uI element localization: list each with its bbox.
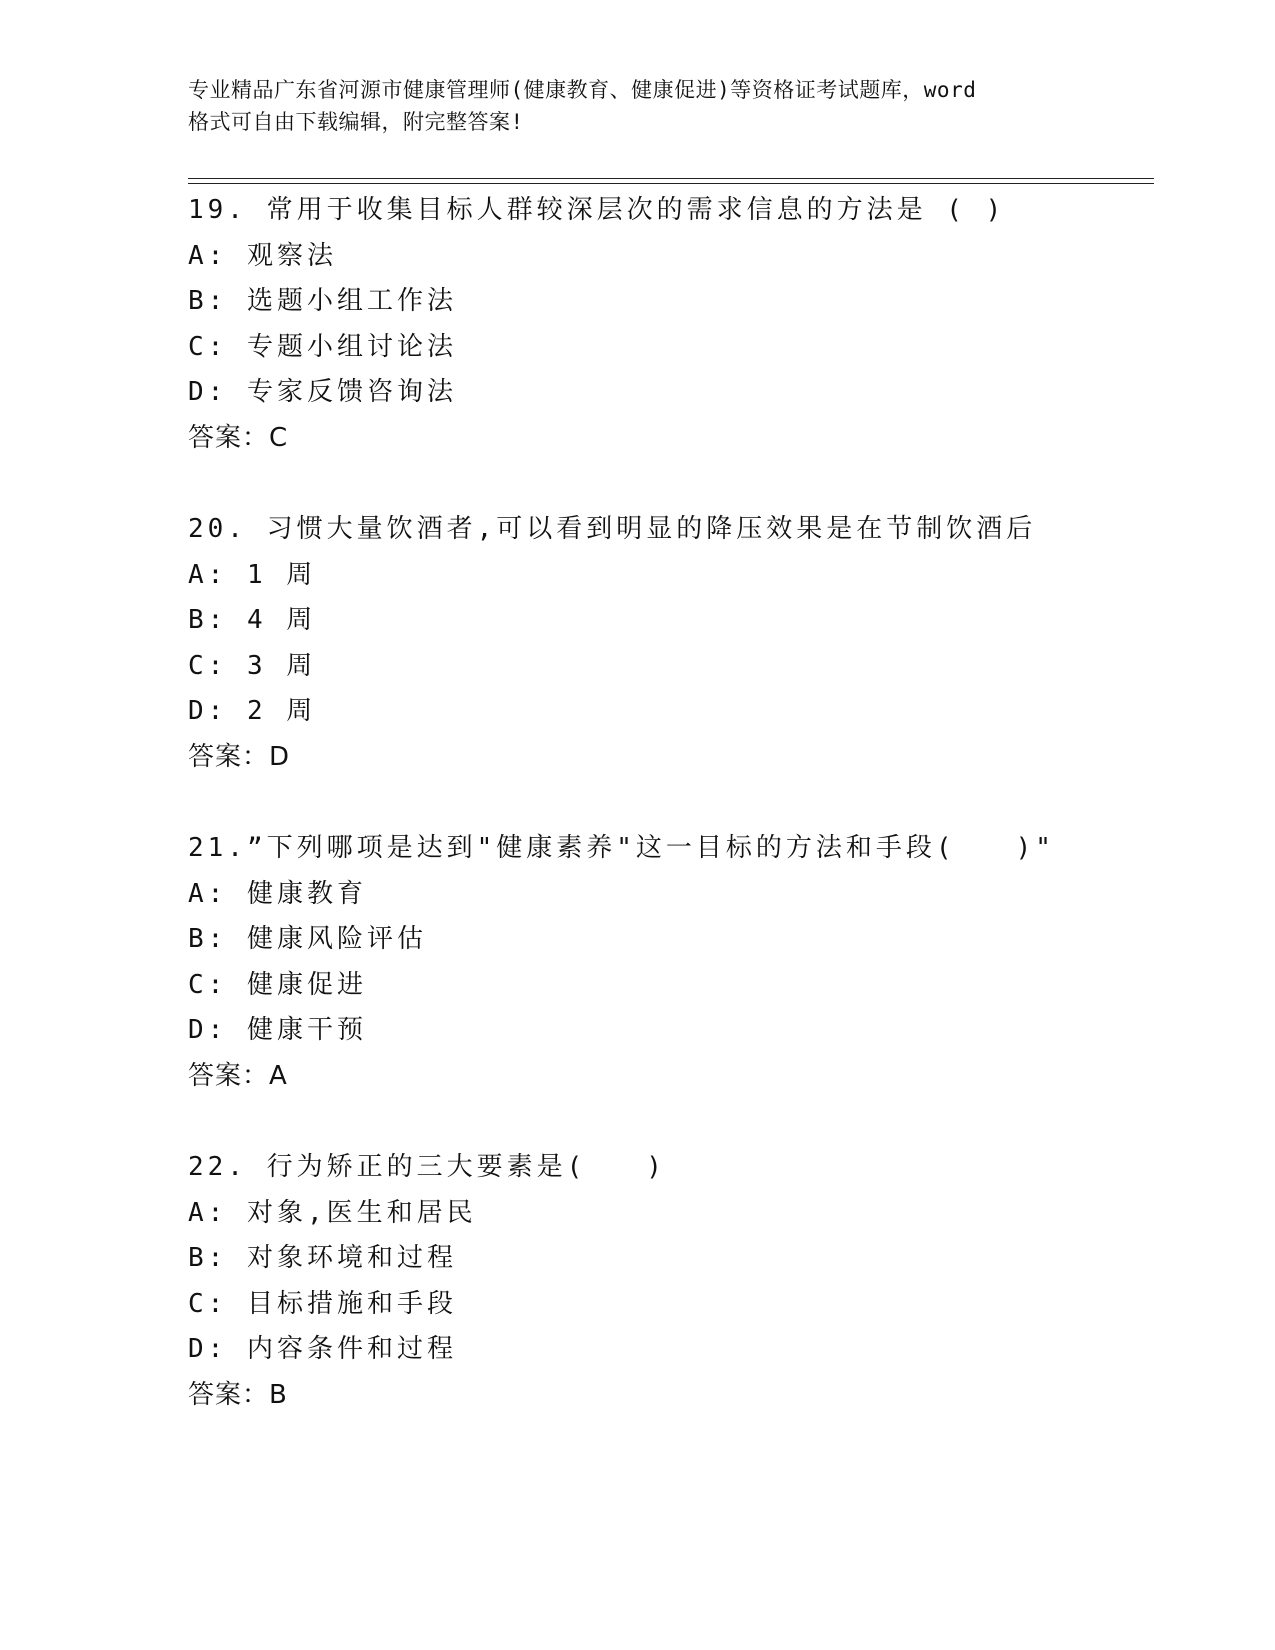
question-stem: 19. 常用于收集目标人群较深层次的需求信息的方法是 ( ) — [188, 195, 1006, 225]
option-a: A: 观察法 — [188, 240, 337, 271]
option-a: A: 1 周 — [188, 559, 317, 590]
option-c: C: 健康促进 — [188, 969, 367, 1000]
question-21 — [188, 826, 1138, 1099]
option-b: B: 选题小组工作法 — [188, 286, 457, 316]
answer-line: 答案：C — [188, 422, 289, 453]
question-19 — [188, 188, 1138, 461]
question-22 — [188, 1145, 1138, 1418]
option-d: D: 专家反馈咨询法 — [188, 377, 457, 407]
option-d: D: 2 周 — [188, 696, 317, 726]
option-a: A: 对象,医生和居民 — [188, 1197, 477, 1228]
header-divider-top — [188, 178, 1154, 179]
header-divider-bottom — [188, 183, 1154, 184]
answer-line: 答案：B — [188, 1379, 288, 1410]
option-a: A: 健康教育 — [188, 878, 367, 909]
document-header — [188, 74, 1088, 138]
question-stem: 21.”下列哪项是达到"健康素养"这一目标的方法和手段( )" — [188, 833, 1055, 863]
option-c: C: 专题小组讨论法 — [188, 331, 457, 362]
option-c: C: 3 周 — [188, 650, 317, 681]
answer-line: 答案：D — [188, 741, 291, 772]
question-20 — [188, 507, 1138, 780]
option-b: B: 健康风险评估 — [188, 924, 427, 954]
option-b: B: 4 周 — [188, 605, 317, 635]
question-stem: 22. 行为矫正的三大要素是( ) — [188, 1152, 666, 1182]
header-line-2: 格式可自由下载编辑，附完整答案! — [188, 110, 524, 134]
option-c: C: 目标措施和手段 — [188, 1288, 457, 1319]
option-b: B: 对象环境和过程 — [188, 1243, 457, 1273]
option-d: D: 健康干预 — [188, 1015, 367, 1045]
header-line-1: 专业精品广东省河源市健康管理师(健康教育、健康促进)等资格证考试题库，word — [188, 78, 977, 102]
option-d: D: 内容条件和过程 — [188, 1334, 457, 1364]
question-stem: 20. 习惯大量饮酒者,可以看到明显的降压效果是在节制饮酒后 — [188, 514, 1037, 544]
answer-line: 答案：A — [188, 1060, 288, 1091]
